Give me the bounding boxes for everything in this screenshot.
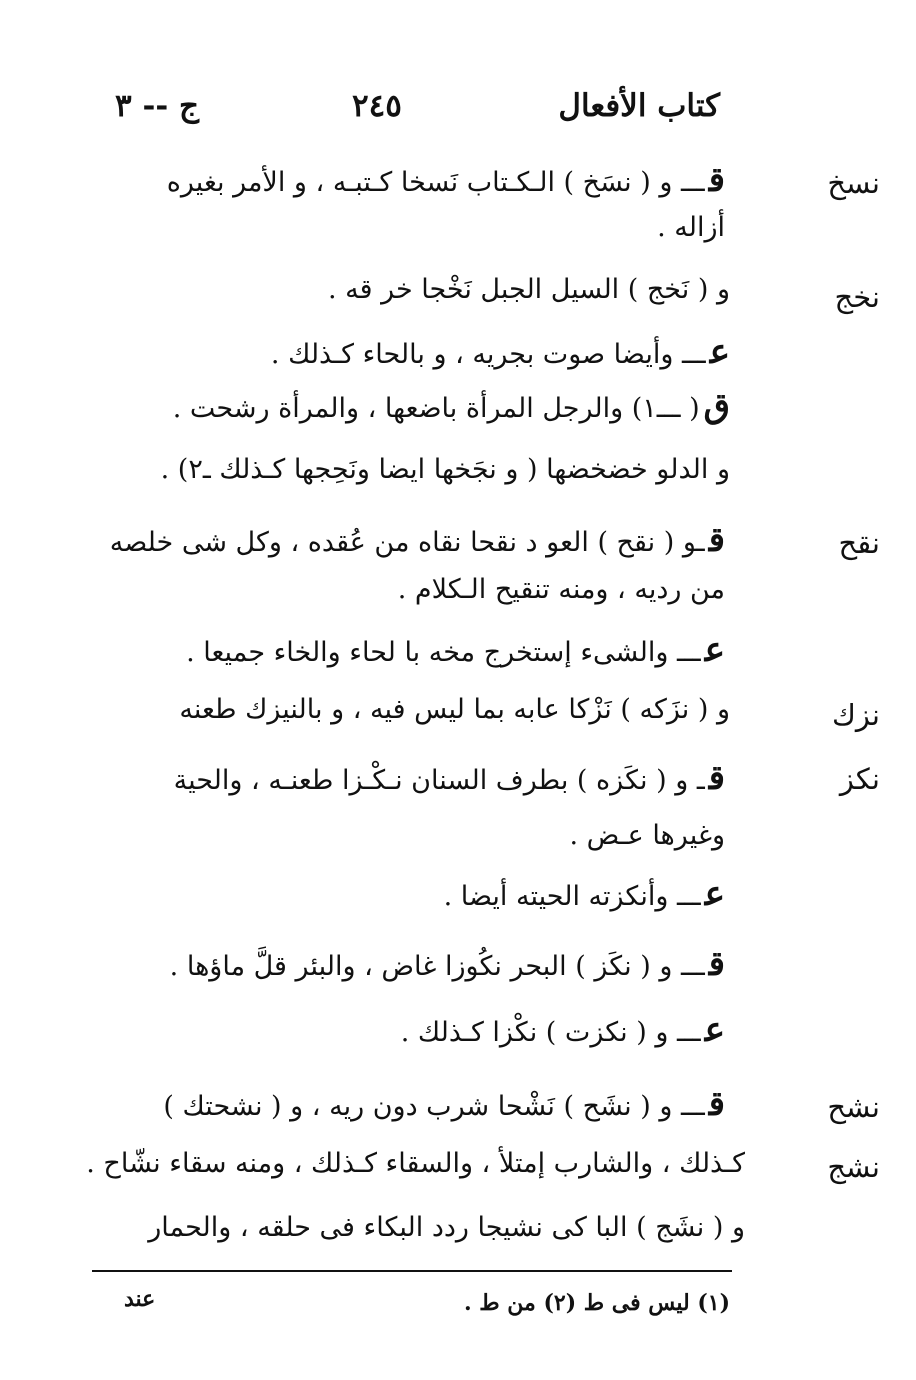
root-word: نكز xyxy=(839,762,880,796)
entry-line xyxy=(271,332,730,375)
line-text: وغيرها عـض . xyxy=(569,820,725,851)
page-header xyxy=(100,82,720,130)
entry-line xyxy=(657,208,725,248)
entry-line xyxy=(163,1084,725,1127)
line-text: أزاله . xyxy=(657,212,725,243)
line-text: ـو ( نقح ) العو د نقحا نقاه من عُقده ، وكل شى خلصه xyxy=(109,527,705,558)
root-word: نخج xyxy=(834,280,880,314)
entry-line xyxy=(186,630,725,673)
entry-line xyxy=(173,386,730,429)
entry-line xyxy=(401,1010,725,1053)
entry-line xyxy=(444,874,725,917)
entry-line xyxy=(161,450,730,490)
line-text: ـــ وأيضا صوت بجريه ، و بالحاء كـذلك . xyxy=(270,339,706,370)
root-word: نقح xyxy=(838,526,880,560)
source-marker: ع xyxy=(709,332,730,372)
source-marker: ع xyxy=(704,630,725,670)
line-text: ـــ و ( نكَز ) البحر نكُوزا غاض ، والبئر قلَّ ماؤها . xyxy=(169,951,705,982)
source-marker: ق xyxy=(708,944,725,984)
line-text: و الدلو خضخضها ( و نجَخها ايضا ونَحِجها كـذلك ـ٢) . xyxy=(160,454,730,485)
root-word: نشح xyxy=(827,1090,880,1124)
line-text: ـــ و ( نشَح ) نَشْحا شرب دون ريه ، و ( نشحتك ) xyxy=(163,1091,705,1122)
entry-line xyxy=(174,758,725,801)
entry-line xyxy=(328,270,730,310)
book-title: كتاب الأفعال xyxy=(558,88,720,124)
root-word: نشج xyxy=(827,1150,880,1184)
line-text: ـ و ( نكَزه ) بطرف السنان نـكْـزا طعنـه ، والحية xyxy=(173,765,705,796)
line-text: و ( نَخج ) السيل الجبل نَخْجا خر قه . xyxy=(327,274,730,305)
line-text: من رديه ، ومنه تنقيح الـكلام . xyxy=(397,574,725,605)
line-text: ـــ وأنكزته الحيته أيضا . xyxy=(443,881,701,912)
source-marker: ق xyxy=(708,160,725,200)
footnote: (١) ليس فى ط (٢) من ط . xyxy=(463,1290,730,1316)
line-text: و ( نزَكه ) نَزْكا عابه بما ليس فيه ، و بالنيزك طعنه xyxy=(179,694,730,725)
entry-line xyxy=(398,570,725,610)
line-text: كـذلك ، والشارب إمتلأ ، والسقاء كـذلك ، ومنه سقاء نشّاح . xyxy=(86,1148,745,1179)
root-word: نزك xyxy=(832,698,880,732)
entry-line xyxy=(148,1208,745,1248)
source-marker: ق xyxy=(708,1084,725,1124)
line-text: و ( نشَج ) البا كى نشيجا ردد البكاء فى حلقه ، والحمار xyxy=(148,1212,745,1243)
entry-line xyxy=(170,944,725,987)
footnote-divider xyxy=(92,1270,732,1272)
entry-line xyxy=(110,520,725,563)
line-text: ( ـــ١) والرجل المرأة باضعها ، والمرأة رشحت . xyxy=(172,393,700,424)
entry-line xyxy=(569,816,725,856)
root-word: نسخ xyxy=(827,166,880,200)
line-text: ـــ والشىء إستخرج مخه با لحاء والخاء جميعا . xyxy=(186,637,701,668)
entry-line xyxy=(86,1144,745,1184)
source-marker: ق xyxy=(708,520,725,560)
source-marker: ع xyxy=(704,874,725,914)
source-marker: ق xyxy=(708,758,725,798)
source-marker: ق xyxy=(703,386,730,426)
source-marker: ع xyxy=(704,1010,725,1050)
line-text: ـــ و ( نسَخ ) الـكـتاب نَسخا كـتبـه ، و الأمر بغيره xyxy=(166,167,705,198)
page-number: ٢٤٥ xyxy=(352,88,402,124)
line-text: ـــ و ( نكزت ) نكْزا كـذلك . xyxy=(400,1017,701,1048)
volume-label: ج -- ٣ xyxy=(115,88,199,124)
entry-line xyxy=(179,690,730,730)
entry-line xyxy=(167,160,725,203)
catchword: عند xyxy=(124,1286,156,1312)
